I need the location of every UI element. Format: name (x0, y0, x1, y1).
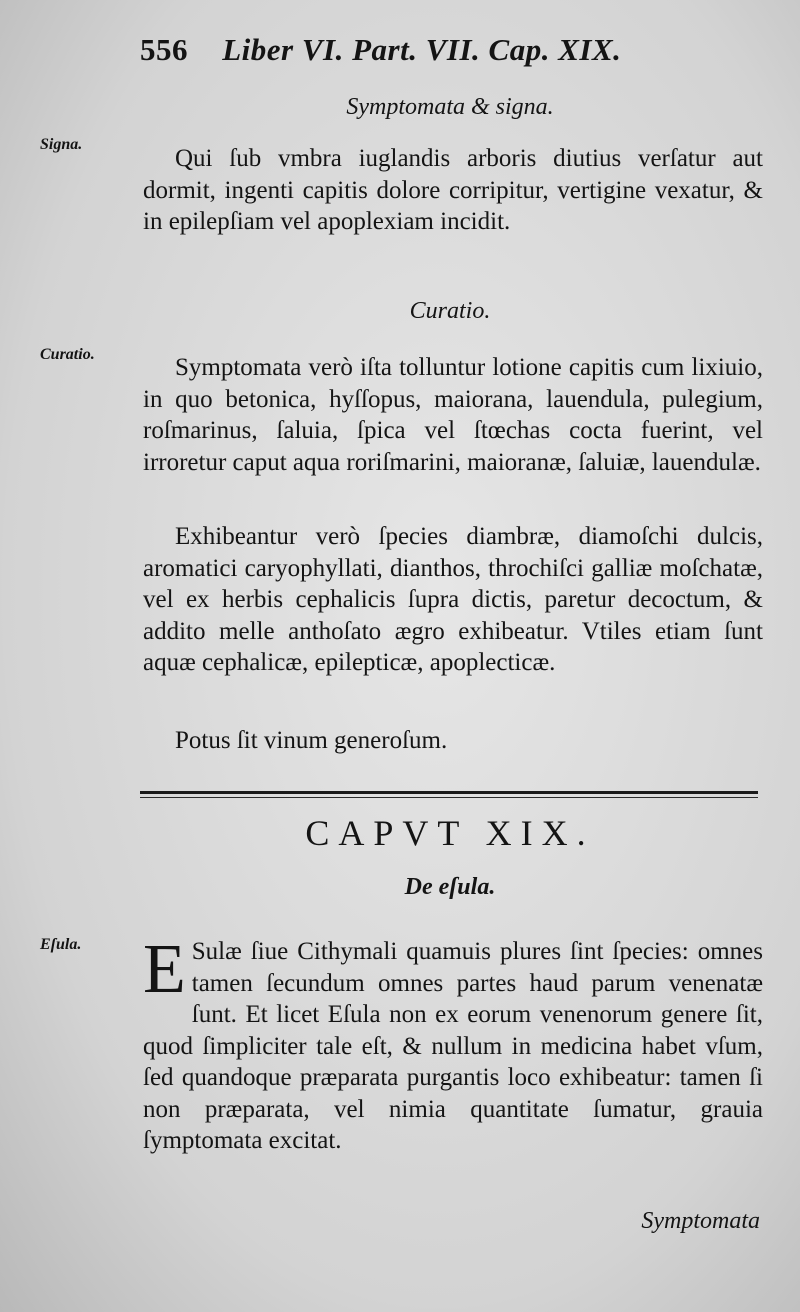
running-title: Liber VI. Part. VII. Cap. XIX. (222, 32, 622, 67)
chapter-rule-thin (140, 797, 758, 798)
chapter-title: CAPVT XIX. (305, 813, 595, 853)
page-number: 556 (140, 32, 188, 67)
section-heading-curatio: Curatio. (409, 298, 491, 324)
chapter-rule-thick (140, 791, 758, 794)
paragraph-curatio-2: Exhibeantur verò ſpecies diambræ, diamoſchi dulcis, aromatici caryophyllati, dianthos, throchiſci galliæ moſchatæ, vel ex herbis cephalicis ſupra dictis, paretur decoctum, & addito melle anthoſato ægro exhibeatur. Vtiles etiam ſunt aquæ cephalicæ, epilepticæ, apoplecticæ. (143, 523, 763, 676)
margin-note-signa: Signa. (40, 136, 83, 153)
paragraph-esula-text: Sulæ ſiue Cithymali quamuis plures ſint ſpecies: omnes tamen ſecundum omnes partes haud parum venenatæ ſunt. Et licet Eſula non ex eorum venenorum genere ſit, quod ſimpliciter tale eſt, & nullum in medicina habet vſum, ſed quandoque præparata purgantis loco exhibeatur: tamen ſi non præparata, vel nimia quantitate ſumatur, grauia ſymptomata excitat. (143, 938, 763, 1154)
catchword: Symptomata (641, 1208, 760, 1234)
running-header (140, 32, 700, 68)
section-heading-symptomata: Symptomata & signa. (346, 94, 554, 120)
paragraph-esula (143, 931, 763, 1157)
drop-capital: E (143, 931, 186, 1008)
paragraph-signa: Qui ſub vmbra iuglandis arboris diutius verſatur aut dormit, ingenti capitis dolore corripitur, vertigine vexatur, & in epilepſiam vel apoplexiam incidit. (143, 145, 763, 235)
paragraph-curatio-1: Symptomata verò iſta tolluntur lotione capitis cum lixiuio, in quo betonica, hyſſopus, maiorana, lauendula, pulegium, roſmarinus, ſaluia, ſpica vel ſtœchas cocta fuerint, vel irroretur caput aqua roriſmarini, maioranæ, ſaluiæ, lauendulæ. (143, 354, 763, 476)
chapter-subtitle: De eſula. (404, 874, 496, 900)
margin-note-curatio: Curatio. (40, 346, 95, 363)
paragraph-curatio-3: Potus ſit vinum generoſum. (175, 727, 448, 754)
margin-note-esula: Eſula. (40, 936, 82, 953)
